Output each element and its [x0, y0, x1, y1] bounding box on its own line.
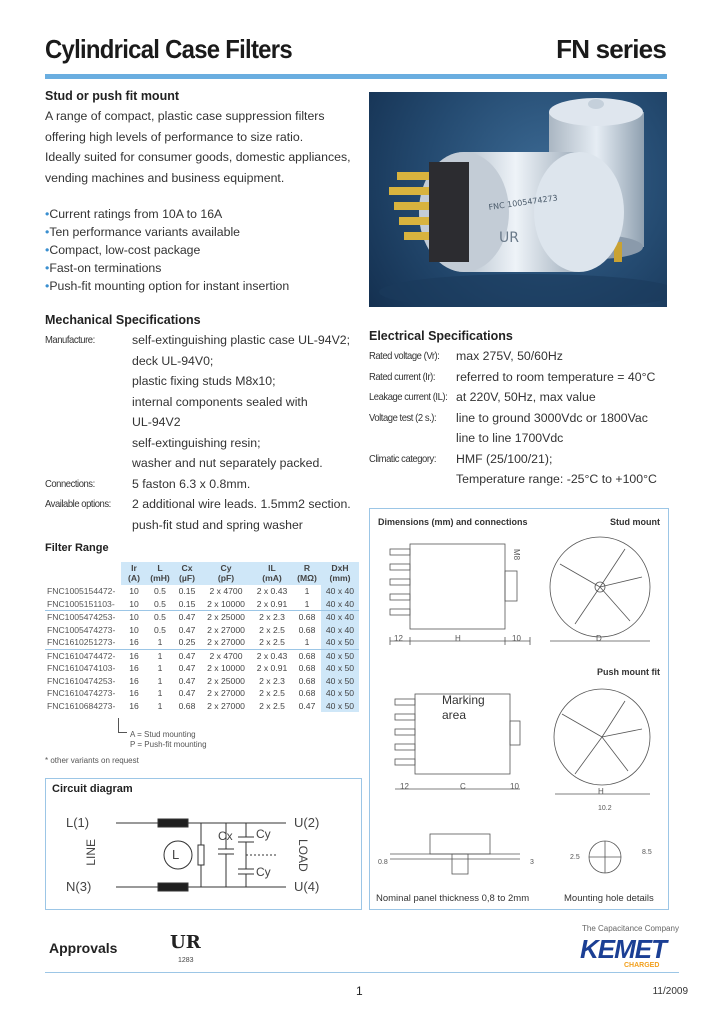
- col-header: [293, 562, 321, 585]
- spec-row: [45, 330, 365, 350]
- table-cell: 1: [157, 675, 163, 686]
- part-number-cell: FNC1005474273-: [47, 624, 116, 635]
- dim-8-5: 8.5: [642, 849, 652, 856]
- table-row: [45, 687, 359, 700]
- product-photo: [369, 92, 667, 307]
- spec-value: internal components sealed with: [132, 394, 308, 409]
- table-cell: 0.47: [178, 624, 196, 635]
- line-label: LINE: [84, 839, 98, 866]
- table-cell: 40 x 50: [321, 700, 359, 713]
- col-header-name: Cx: [181, 563, 193, 573]
- page-title: Cylindrical Case Filters: [45, 34, 292, 64]
- approvals-label: Approvals: [49, 940, 118, 956]
- table-cell: 40 x 40: [321, 624, 359, 637]
- terminal-u4: U(4): [294, 879, 320, 894]
- part-number-cell: FNC1005154472-: [47, 586, 116, 597]
- table-cell: 40 x 40: [321, 598, 359, 611]
- table-row: [45, 611, 359, 624]
- spec-row: [369, 367, 669, 387]
- feature-item: • Current ratings from 10A to 16A: [45, 205, 289, 223]
- filter-range-heading: Filter Range: [45, 542, 109, 554]
- intro-text: [45, 106, 351, 188]
- dim-hb: H: [598, 787, 604, 796]
- table-cell: 16: [129, 663, 139, 674]
- col-header: [45, 562, 121, 585]
- spec-row: [45, 371, 365, 391]
- spec-row: [369, 428, 669, 448]
- kemet-logo: KEMET: [580, 934, 666, 964]
- series-title: FN series: [556, 34, 666, 64]
- table-cell: 0.68: [298, 663, 316, 674]
- intro-heading: Stud or push fit mount: [45, 89, 180, 103]
- table-cell: 2 x 4700: [201, 649, 251, 662]
- spec-label: Available options:: [45, 498, 111, 510]
- table-cell: 40 x 50: [321, 675, 359, 688]
- col-header-unit: (A): [128, 572, 140, 583]
- table-cell: 2 x 27000: [207, 624, 245, 635]
- spec-value: HMF (25/100/21);: [456, 451, 553, 466]
- spec-label: Rated voltage (Vr):: [369, 350, 440, 362]
- spec-label: Rated current (Ir):: [369, 370, 436, 383]
- spec-label: Manufacture:: [45, 334, 95, 346]
- table-row: [45, 649, 359, 662]
- table-cell: 2 x 2.5: [259, 688, 285, 699]
- dim-3: 3: [530, 859, 534, 866]
- spec-value: 2 additional wire leads. 1.5mm2 section.: [132, 497, 351, 511]
- part-number-cell: FNC1610474472-: [45, 649, 121, 662]
- col-header-name: Ir: [131, 563, 137, 573]
- dimensions-box: [369, 508, 669, 910]
- table-cell: 1: [304, 586, 310, 597]
- intro-line: Ideally suited for consumer goods, domestic appliances,: [45, 150, 351, 164]
- col-header-unit: (µF): [179, 572, 195, 583]
- circuit-title: Circuit diagram: [52, 783, 133, 795]
- legend-push: P = Push-fit mounting: [130, 740, 207, 749]
- table-cell: 0.15: [178, 598, 196, 609]
- part-number-cell: FNC1610474253-: [47, 675, 116, 686]
- brand-tagline: The Capacitance Company: [582, 924, 679, 933]
- table-header-row: [45, 562, 359, 585]
- table-cell: 0.47: [178, 663, 196, 674]
- dim-10b: 10: [510, 782, 519, 791]
- col-header-name: L: [157, 563, 163, 573]
- table-cell: 0.68: [293, 611, 321, 624]
- table-cell: 2 x 10000: [207, 598, 245, 609]
- filter-range-table-wrap: [45, 562, 359, 712]
- page-number: 1: [356, 984, 363, 998]
- col-header: [147, 562, 173, 585]
- load-label: LOAD: [296, 839, 310, 872]
- spec-value: Temperature range: -25°C to +100°C: [456, 472, 657, 486]
- table-cell: 2 x 0.43: [256, 586, 288, 597]
- legend-stud: A = Stud mounting: [130, 730, 196, 739]
- inductor-label: L: [172, 847, 180, 862]
- spec-value: self-extinguishing resin;: [132, 435, 261, 450]
- electrical-spec: [369, 346, 669, 496]
- dimensions-title: Dimensions (mm) and connections: [378, 517, 528, 527]
- filters-illustration: [369, 92, 667, 307]
- table-cell: 0.68: [178, 700, 196, 711]
- table-cell: 40 x 50: [321, 687, 359, 700]
- spec-value: plastic fixing studs M8x10;: [132, 374, 276, 388]
- table-cell: 0.47: [173, 611, 201, 624]
- col-header-unit: (pF): [217, 572, 235, 583]
- circuit-diagram-box: [45, 778, 362, 910]
- table-row: [45, 675, 359, 688]
- svg-text:FNC 1005474273: FNC 1005474273: [488, 193, 559, 212]
- spec-value: at 220V, 50Hz, max value: [456, 390, 596, 404]
- table-cell: 10: [121, 611, 147, 624]
- footer-rule: [45, 972, 679, 973]
- svg-text:UR: UR: [499, 230, 519, 246]
- table-cell: 2 x 25000: [207, 675, 245, 686]
- terminal-n3: N(3): [66, 879, 92, 894]
- intro-line: A range of compact, plastic case suppression filters: [45, 109, 325, 123]
- table-cell: 40 x 50: [321, 636, 359, 649]
- table-cell: 16: [121, 649, 147, 662]
- table-cell: 0.68: [293, 649, 321, 662]
- part-number-cell: FNC1610684273-: [47, 700, 116, 711]
- table-cell: 0.68: [298, 688, 316, 699]
- table-row: [45, 662, 359, 675]
- legend-text: [130, 730, 207, 750]
- feature-list: [45, 205, 289, 295]
- cy-label: Cy: [256, 827, 271, 841]
- table-cell: 0.47: [178, 688, 196, 699]
- dim-10: 10: [512, 634, 521, 643]
- mounting-hole-note: Mounting hole details: [564, 893, 654, 904]
- table-cell: 16: [129, 637, 139, 648]
- spec-row: [45, 433, 365, 453]
- dim-10-2: 10.2: [598, 805, 612, 812]
- spec-value: deck UL-94V0;: [132, 353, 214, 368]
- spec-value: referred to room temperature = 40°C: [456, 369, 656, 384]
- area-label: area: [442, 708, 467, 722]
- table-cell: 0.15: [178, 586, 196, 597]
- table-cell: 1: [157, 700, 163, 711]
- table-cell: 1: [147, 649, 173, 662]
- table-cell: 16: [129, 688, 139, 699]
- table-cell: 2 x 10000: [207, 663, 245, 674]
- table-cell: 2 x 4700: [209, 586, 243, 597]
- panel-thickness-note: Nominal panel thickness 0,8 to 2mm: [376, 893, 530, 904]
- col-header: [121, 562, 147, 585]
- table-cell: 2 x 0.43: [251, 649, 293, 662]
- spec-row: [369, 449, 669, 469]
- table-cell: 0.68: [298, 675, 316, 686]
- stud-mount-label: Stud mount: [610, 517, 660, 527]
- table-row: [45, 700, 359, 713]
- col-header: [201, 562, 251, 585]
- feature-item: • Push-fit mounting option for instant insertion: [45, 277, 289, 295]
- spec-label: Voltage test (2 s.):: [369, 411, 437, 424]
- table-cell: 40 x 40: [321, 611, 359, 624]
- spec-value: max 275V, 50/60Hz: [456, 349, 563, 363]
- table-cell: 0.25: [178, 637, 196, 648]
- table-cell: 1: [157, 637, 163, 648]
- spec-row: [45, 453, 365, 473]
- col-header-name: R: [303, 563, 311, 573]
- marking-label: Marking: [442, 693, 485, 707]
- cy2-label: Cy: [256, 865, 271, 879]
- spec-label: Connections:: [45, 477, 95, 490]
- variants-note: * other variants on request: [45, 756, 139, 765]
- table-cell: 2 x 2.5: [259, 637, 285, 648]
- col-header-unit: (mm): [329, 572, 351, 583]
- marking-area: [442, 693, 485, 723]
- charged-tag: CHARGED: [624, 962, 660, 969]
- table-cell: 1: [304, 598, 310, 609]
- table-cell: 0.68: [298, 624, 316, 635]
- ul-recognized-mark: UR: [170, 932, 201, 953]
- feature-item: • Fast-on terminations: [45, 259, 289, 277]
- intro-line: offering high levels of performance to size ratio.: [45, 129, 304, 144]
- col-header: [173, 562, 201, 585]
- spec-value: push-fit stud and spring washer: [132, 517, 303, 532]
- spec-value: self-extinguishing plastic case UL-94V2;: [132, 333, 351, 347]
- table-cell: 2 x 0.91: [256, 598, 288, 609]
- spec-value: 5 faston 6.3 x 0.8mm.: [132, 476, 251, 491]
- table-cell: 2 x 2.3: [251, 611, 293, 624]
- table-cell: 2 x 2.3: [259, 675, 285, 686]
- legend-bracket: [118, 718, 127, 733]
- m8-label: M8: [512, 549, 521, 561]
- part-number-cell: FNC1610474273-: [47, 688, 116, 699]
- spec-row: [45, 392, 365, 412]
- spec-row: [369, 346, 669, 366]
- spec-row: [45, 412, 365, 432]
- table-cell: 2 x 25000: [201, 611, 251, 624]
- terminal-l1: L(1): [66, 815, 90, 830]
- table-cell: 2 x 27000: [207, 700, 245, 711]
- table-cell: 0.5: [154, 598, 166, 609]
- ul-code: 1283: [178, 957, 194, 964]
- table-cell: 16: [129, 700, 139, 711]
- table-cell: 2 x 27000: [207, 688, 245, 699]
- spec-row: [369, 469, 669, 489]
- col-header-unit: (MΩ): [297, 572, 317, 583]
- table-row: [45, 585, 359, 598]
- col-header-unit: (mH): [150, 572, 170, 583]
- dim-c: C: [460, 782, 466, 791]
- table-cell: 1: [157, 688, 163, 699]
- table-cell: 2 x 2.5: [259, 624, 285, 635]
- table-cell: 0.5: [154, 624, 166, 635]
- part-number-cell: FNC1005474253-: [45, 611, 121, 624]
- table-cell: 40 x 50: [321, 649, 359, 662]
- dimension-drawings: [370, 509, 668, 909]
- table-cell: 0.47: [173, 649, 201, 662]
- dim-2-5: 2.5: [570, 854, 580, 861]
- spec-row: [369, 408, 669, 428]
- header-rule: [45, 74, 667, 79]
- feature-item: • Ten performance variants available: [45, 223, 289, 241]
- col-header: [251, 562, 293, 585]
- spec-value: line to ground 3000Vdc or 1800Vac: [456, 410, 648, 425]
- table-cell: 40 x 40: [321, 585, 359, 598]
- electrical-heading: Electrical Specifications: [369, 329, 513, 343]
- filter-range-table: [45, 562, 359, 712]
- table-cell: 0.5: [154, 586, 166, 597]
- table-row: [45, 598, 359, 611]
- table-cell: 2 x 27000: [207, 637, 245, 648]
- mechanical-heading: Mechanical Specifications: [45, 313, 201, 327]
- spec-row: [45, 515, 365, 535]
- cx-label: Cx: [218, 829, 233, 843]
- dim-h: H: [455, 634, 461, 643]
- spec-row: [45, 474, 365, 494]
- table-cell: 10: [129, 598, 139, 609]
- col-header-unit: (mA): [262, 572, 282, 583]
- spec-row: [45, 351, 365, 371]
- intro-line: vending machines and business equipment.: [45, 170, 285, 185]
- table-cell: 0.47: [298, 700, 316, 711]
- dim-12: 12: [394, 634, 403, 643]
- spec-row: [369, 387, 669, 407]
- table-row: [45, 636, 359, 649]
- table-cell: 2 x 2.5: [259, 700, 285, 711]
- col-header-name: Cy: [220, 563, 232, 573]
- col-header-name: DxH: [331, 563, 349, 573]
- table-cell: 10: [129, 624, 139, 635]
- push-mount-label: Push mount fit: [597, 667, 660, 677]
- terminal-u2: U(2): [294, 815, 320, 830]
- table-cell: 1: [304, 637, 310, 648]
- date-stamp: 11/2009: [652, 986, 688, 997]
- dim-12b: 12: [400, 782, 409, 791]
- dim-08: 0.8: [378, 859, 388, 866]
- part-number-cell: FNC1005151103-: [47, 598, 115, 609]
- spec-value: UL-94V2: [132, 415, 181, 429]
- part-number-cell: FNC1610251273-: [47, 637, 116, 648]
- table-row: [45, 624, 359, 637]
- table-cell: 0.47: [178, 675, 196, 686]
- spec-label: Climatic category:: [369, 452, 437, 465]
- part-number-cell: FNC1610474103-: [47, 663, 116, 674]
- table-cell: 10: [129, 586, 139, 597]
- table-cell: 16: [129, 675, 139, 686]
- table-cell: 1: [157, 663, 163, 674]
- dim-d: D: [596, 634, 602, 643]
- spec-label: Leakage current (IL):: [369, 391, 448, 403]
- spec-value: washer and nut separately packed.: [132, 456, 323, 470]
- table-cell: 2 x 0.91: [256, 663, 288, 674]
- mechanical-spec: [45, 330, 365, 540]
- table-cell: 0.5: [147, 611, 173, 624]
- col-header: [321, 562, 359, 585]
- table-body: [45, 585, 359, 712]
- feature-item: • Compact, low-cost package: [45, 241, 289, 259]
- col-header-name: IL: [268, 563, 276, 573]
- spec-value: line to line 1700Vdc: [456, 431, 564, 445]
- spec-row: [45, 494, 365, 514]
- table-cell: 40 x 50: [321, 662, 359, 675]
